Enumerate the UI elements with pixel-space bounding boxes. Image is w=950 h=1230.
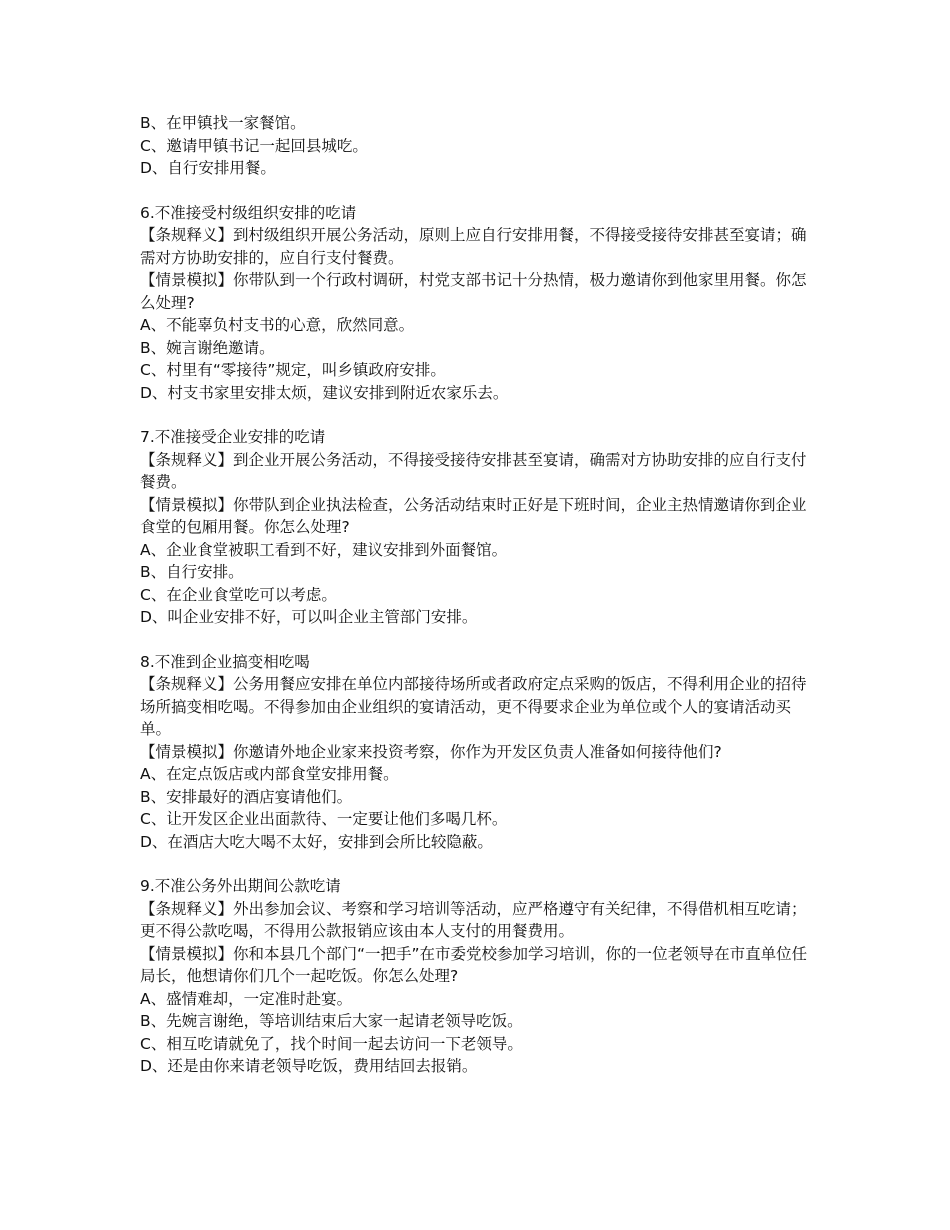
option-line: D、在酒店大吃大喝不太好，安排到会所比较隐蔽。: [140, 832, 493, 851]
option-line: D、自行安排用餐。: [140, 159, 276, 177]
option-line: D、村支书家里安排太烦，建议安排到附近农家乐去。: [140, 383, 509, 402]
option-line: C、村里有“零接待”规定，叫乡镇政府安排。: [140, 361, 446, 379]
option-line: A、盛情难却，一定准时赴宴。: [140, 989, 353, 1008]
option-line: D、还是由你来请老领导吃饭，费用结回去报销。: [140, 1057, 478, 1075]
option-line: B、先婉言谢绝，等培训结束后大家一起请老领导吃饭。: [140, 1012, 523, 1030]
option-line: B、婉言谢绝邀请。: [140, 338, 275, 357]
option-line: C、相互吃请就免了，找个时间一起去访问一下老领导。: [140, 1034, 523, 1053]
rule-explanation: 【条规释义】公务用餐应安排在单位内部接待场所或者政府定点采购的饭店，不得利用企业的招待场所搞变相吃喝。不得参加由企业组织的宴请活动，更不得要求企业为单位或个人的宴请活动买单。: [140, 675, 807, 738]
rule-explanation: 【条规释义】到村级组织开展公务活动，原则上应自行安排用餐，不得接受接待安排甚至宴请；确需对方协助安排的，应自行支付餐费。: [140, 226, 807, 267]
scenario-question: 【情景模拟】你和本县几个部门“一把手”在市委党校参加学习培训，你的一位老领导在市直单位任局长，他想请你们几个一起吃饭。你怎么处理?: [140, 944, 808, 985]
scenario-question: 【情景模拟】你邀请外地企业家来投资考察，你作为开发区负责人准备如何接待他们?: [140, 742, 722, 761]
rule-explanation: 【条规释义】外出参加会议、考察和学习培训等活动，应严格遵守有关纪律，不得借机相互吃请；更不得公款吃喝，不得用公款报销应该由本人支付的用餐费用。: [140, 899, 807, 940]
option-line: B、在甲镇找一家餐馆。: [140, 114, 306, 132]
option-line: A、在定点饭店或内部食堂安排用餐。: [140, 765, 399, 783]
section-6: [140, 202, 808, 405]
section-9: [140, 875, 808, 1078]
section-title: 8.不准到企业搞变相吃喝: [140, 652, 310, 671]
option-line: A、不能辜负村支书的心意，欣然同意。: [140, 316, 415, 334]
option-line: B、自行安排。: [140, 563, 244, 581]
option-line: C、让开发区企业出面款待、一定要让他们多喝几杯。: [140, 810, 508, 828]
option-line: D、叫企业安排不好，可以叫企业主管部门安排。: [140, 608, 478, 626]
section-7: [140, 426, 808, 629]
option-line: B、安排最好的酒店宴请他们。: [140, 787, 353, 806]
section-title: 7.不准接受企业安排的吃请: [140, 428, 326, 446]
option-line: C、邀请甲镇书记一起回县城吃。: [140, 136, 368, 155]
section-title: 9.不准公务外出期间公款吃请: [140, 877, 341, 895]
rule-explanation: 【条规释义】到企业开展公务活动，不得接受接待安排甚至宴请，确需对方协助安排的应自行支付餐费。: [140, 450, 807, 491]
option-line: A、企业食堂被职工看到不好，建议安排到外面餐馆。: [140, 540, 508, 559]
section-title: 6.不准接受村级组织安排的吃请: [140, 203, 357, 222]
document-content: [140, 112, 808, 1078]
scenario-question: 【情景模拟】你带队到一个行政村调研，村党支部书记十分热情，极力邀请你到他家里用餐。你怎么处理?: [140, 271, 807, 312]
scenario-question: 【情景模拟】你带队到企业执法检查，公务活动结束时正好是下班时间，企业主热情邀请你到企业食堂的包厢用餐。你怎么处理?: [140, 495, 807, 536]
section-8: [140, 651, 808, 854]
intro-options: [140, 112, 808, 180]
option-line: C、在企业食堂吃可以考虑。: [140, 585, 337, 604]
